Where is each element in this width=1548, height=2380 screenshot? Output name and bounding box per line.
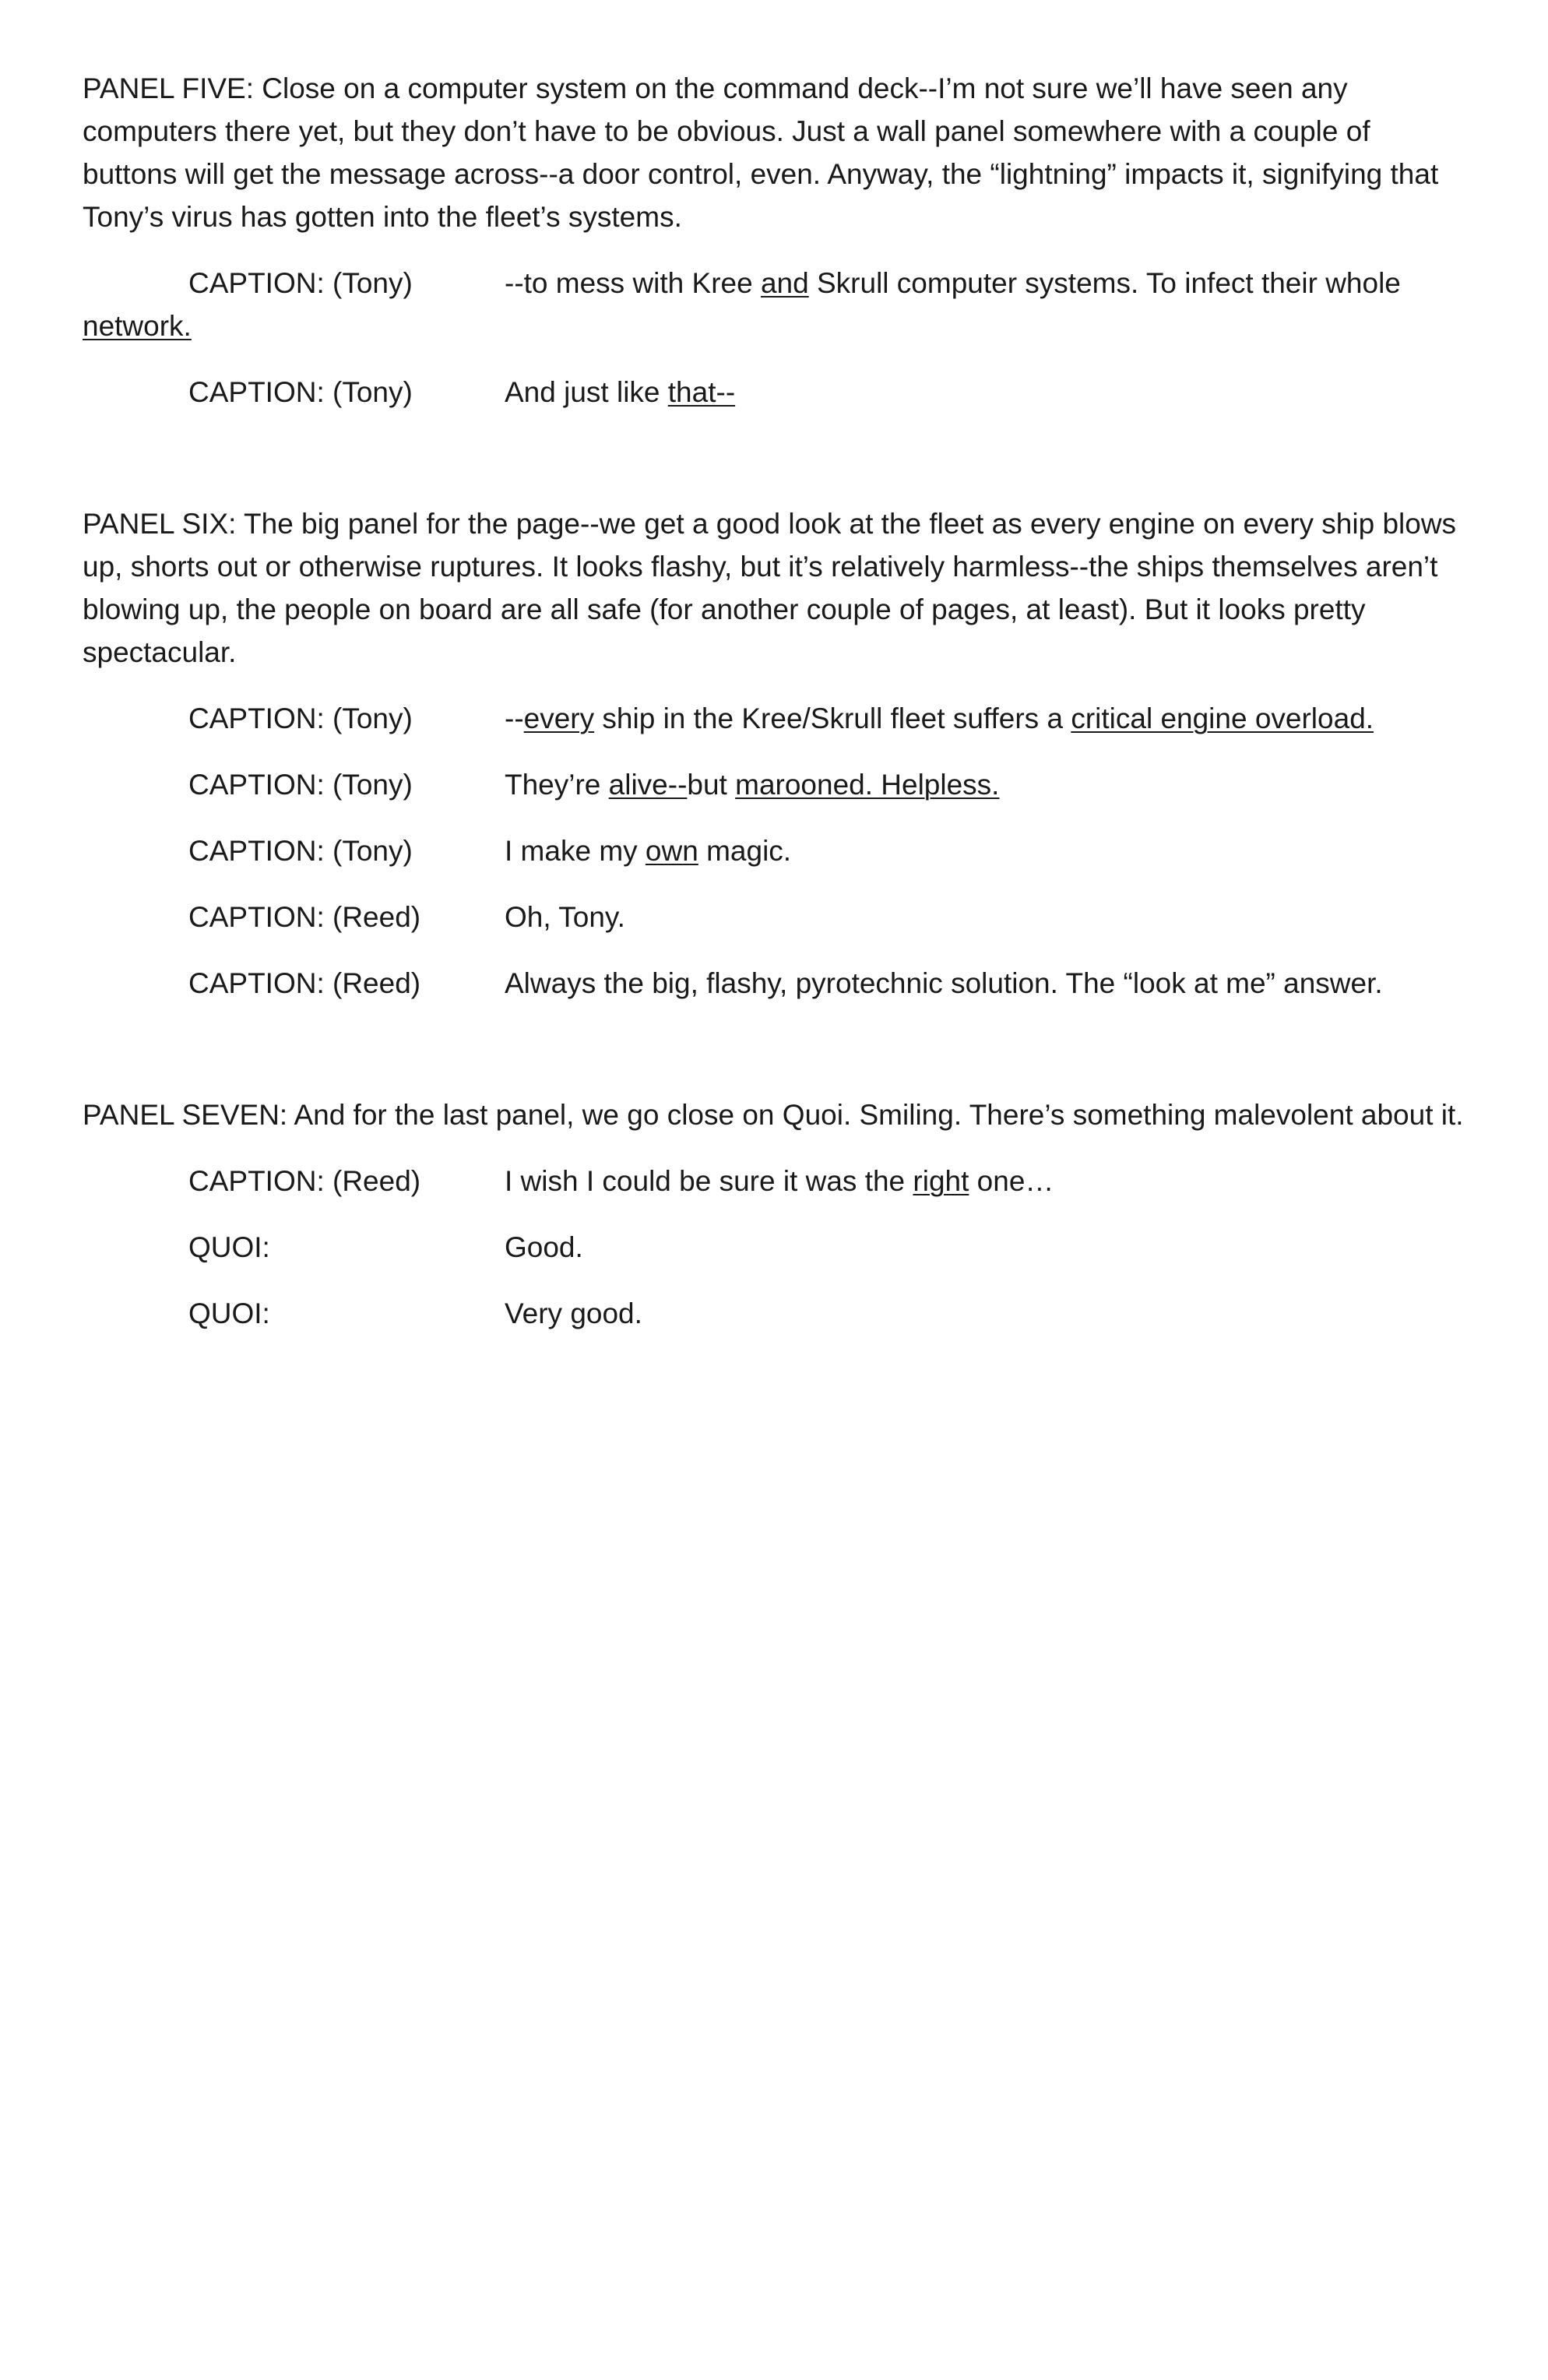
dialogue-line <box>83 697 1469 740</box>
panel-description: PANEL SIX: The big panel for the page--we get a good look at the fleet as every engine on every ship blows up, shorts out or otherwise ruptures. It looks flashy, but it’s relatively harmless--the ships themselves aren’t blowing up, the people on board are all safe (for another couple of pages, at least). But it looks pretty spectacular. <box>83 508 1457 668</box>
speaker-label: CAPTION: (Tony) <box>188 835 413 867</box>
speaker-label: CAPTION: (Tony) <box>188 769 413 801</box>
dialogue-line <box>83 1292 1469 1335</box>
dialogue-text: --to mess with Kree and Skrull computer systems. To infect their whole network. <box>83 267 1401 342</box>
dialogue-text: Always the big, flashy, pyrotechnic solution. The “look at me” answer. <box>505 967 1383 999</box>
dialogue-text: Oh, Tony. <box>505 901 625 933</box>
speaker-label: CAPTION: (Reed) <box>188 967 421 999</box>
dialogue-text: I make my own magic. <box>505 835 792 867</box>
dialogue-line <box>83 962 1469 1005</box>
dialogue-line <box>83 896 1469 938</box>
speaker-label: CAPTION: (Tony) <box>188 702 413 734</box>
dialogue-text: Good. <box>505 1231 583 1263</box>
speaker-label: CAPTION: (Tony) <box>188 267 413 299</box>
panel-seven <box>83 1093 1469 1335</box>
panel-description: PANEL FIVE: Close on a computer system on the command deck--I’m not sure we’ll have seen any computers there yet, but they don’t have to be obvious. Just a wall panel somewhere with a couple of buttons will get the message across--a door control, even. Anyway, the “lightning” impacts it, signifying that Tony’s virus has gotten into the fleet’s systems. <box>83 72 1439 233</box>
dialogue-text: Very good. <box>505 1297 642 1329</box>
dialogue-line <box>83 262 1469 347</box>
dialogue-line <box>83 371 1469 414</box>
panel-spacer <box>83 437 1469 502</box>
panel-five <box>83 67 1469 414</box>
dialogue-line <box>83 1226 1469 1269</box>
speaker-label: QUOI: <box>188 1297 270 1329</box>
speaker-label: CAPTION: (Reed) <box>188 901 421 933</box>
dialogue-text: --every ship in the Kree/Skrull fleet suffers a critical engine overload. <box>505 702 1374 734</box>
dialogue-line <box>83 763 1469 806</box>
dialogue-line <box>83 829 1469 872</box>
dialogue-text: I wish I could be sure it was the right one… <box>505 1165 1054 1197</box>
speaker-label: CAPTION: (Reed) <box>188 1165 421 1197</box>
dialogue-text: And just like that-- <box>505 376 736 408</box>
panel-spacer <box>83 1028 1469 1093</box>
dialogue-text: They’re alive--but marooned. Helpless. <box>505 769 1000 801</box>
panel-six <box>83 502 1469 1005</box>
speaker-label: QUOI: <box>188 1231 270 1263</box>
dialogue-line <box>83 1160 1469 1202</box>
script-body <box>83 67 1469 1358</box>
speaker-label: CAPTION: (Tony) <box>188 376 413 408</box>
panel-description: PANEL SEVEN: And for the last panel, we go close on Quoi. Smiling. There’s something malevolent about it. <box>83 1099 1464 1131</box>
